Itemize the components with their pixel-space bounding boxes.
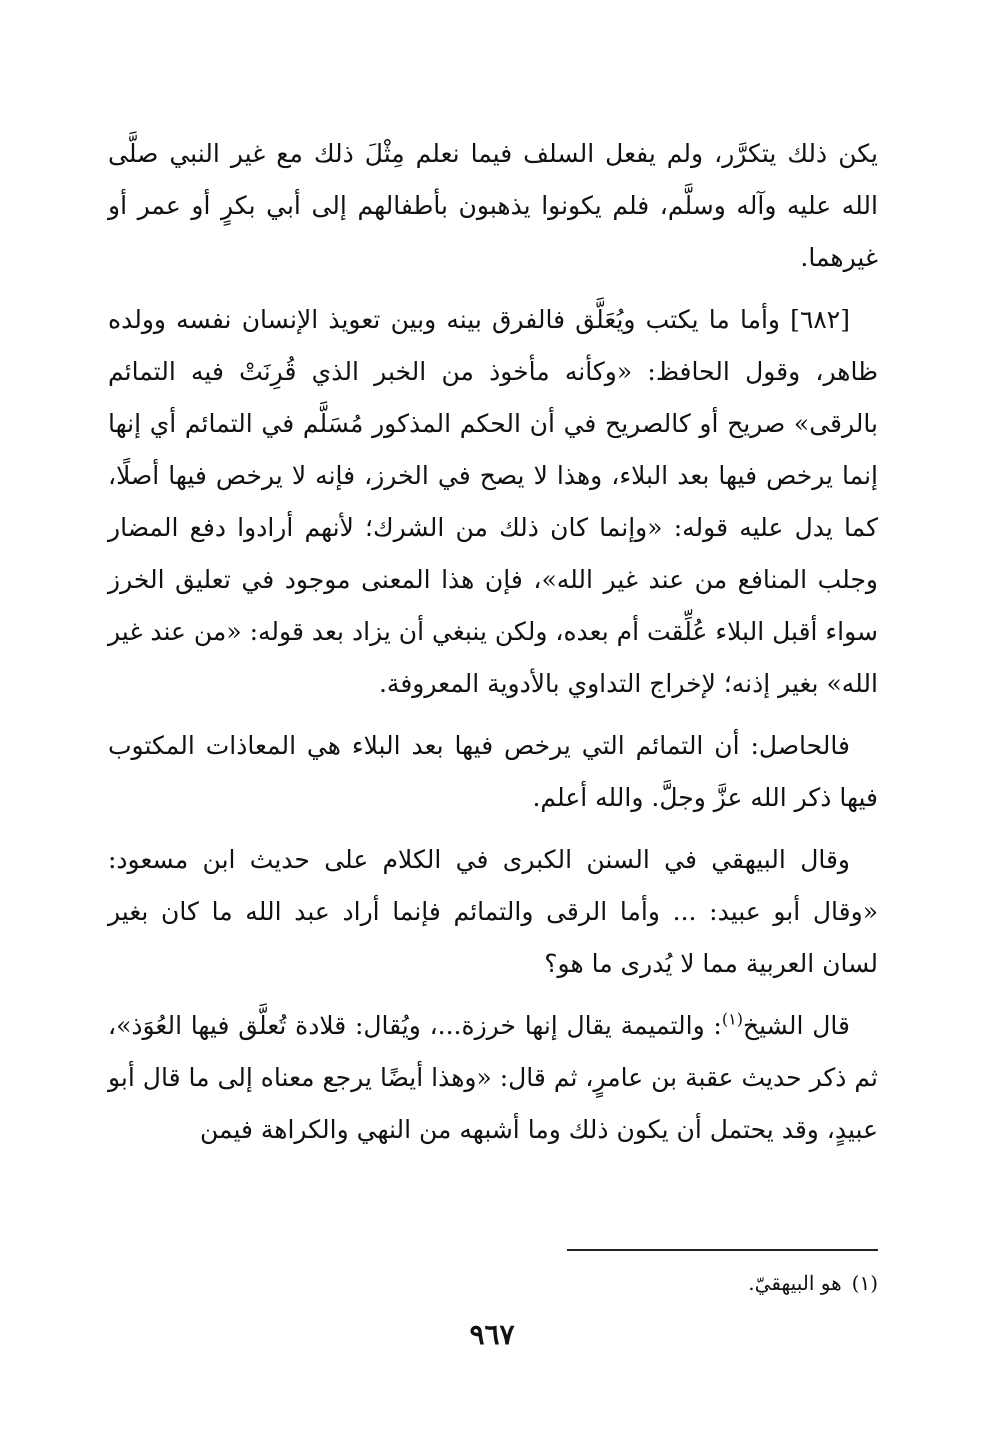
paragraph-shaykh-rest: : والتميمة يقال إنها خرزة...، ويُقال: قلادة تُعلَّق فيها العُوَذ»، ثم ذكر حديث عقبة بن عامرٍ، ثم قال: «وهذا أيضًا يرجع معناه إلى ما قال أبو عبيدٍ، وقد يحتمل أن يكون ذلك وما أشبهه من النهي والكراهة فيمن	[108, 1011, 878, 1144]
paragraph-continuation: يكن ذلك يتكرَّر، ولم يفعل السلف فيما نعلم مِثْلَ ذلك مع غير النبي صلَّى الله عليه وآله وسلَّم، فلم يكونوا يذهبون بأطفالهم إلى أبي بكرٍ أو عمر أو غيرهما.	[108, 139, 878, 272]
paragraph-conclusion: فالحاصل: أن التمائم التي يرخص فيها بعد البلاء هي المعاذات المكتوب فيها ذكر الله عزَّ وجلَّ. والله أعلم.	[108, 731, 878, 812]
footnote-text: هو البيهقيّ.	[748, 1271, 842, 1295]
paragraph-shaykh-said	[108, 1000, 878, 1156]
paragraph-bayhaqi-quote: وقال البيهقي في السنن الكبرى في الكلام على حديث ابن مسعود: «وقال أبو عبيد: ... وأما الرقى والتمائم فإنما أراد عبد الله ما كان بغير لسان العربية مما لا يُدرى ما هو؟	[108, 845, 878, 978]
footnote-marker: (١)	[721, 1009, 743, 1029]
body-text	[108, 128, 878, 1166]
paragraph-shaykh-lead: قال الشيخ	[742, 1011, 850, 1040]
page-number: ٩٦٧	[469, 1318, 515, 1351]
paragraph-682: [٦٨٢] وأما ما يكتب ويُعَلَّق فالفرق بينه وبين تعويذ الإنسان نفسه وولده ظاهر، وقول الحافظ: «وكأنه مأخوذ من الخبر الذي قُرِنَتْ فيه التمائم بالرقى» صريح أو كالصريح في أن الحكم المذكور مُسَلَّم في التمائم أي إنها إنما يرخص فيها بعد البلاء، وهذا لا يصح في الخرز، فإنه لا يرخص فيها أصلًا، كما يدل عليه قوله: «وإنما كان ذلك من الشرك؛ لأنهم أرادوا دفع المضار وجلب المنافع من عند غير الله»، فإن هذا المعنى موجود في تعليق الخرز سواء أقبل البلاء عُلِّقت أم بعده، ولكن ينبغي أن يزاد بعد قوله: «من عند غير الله» بغير إذنه؛ لإخراج التداوي بالأدوية المعروفة.	[108, 305, 878, 698]
footnote	[108, 1268, 878, 1298]
footnote-number: (١)	[851, 1271, 878, 1295]
footnote-separator	[567, 1249, 878, 1251]
